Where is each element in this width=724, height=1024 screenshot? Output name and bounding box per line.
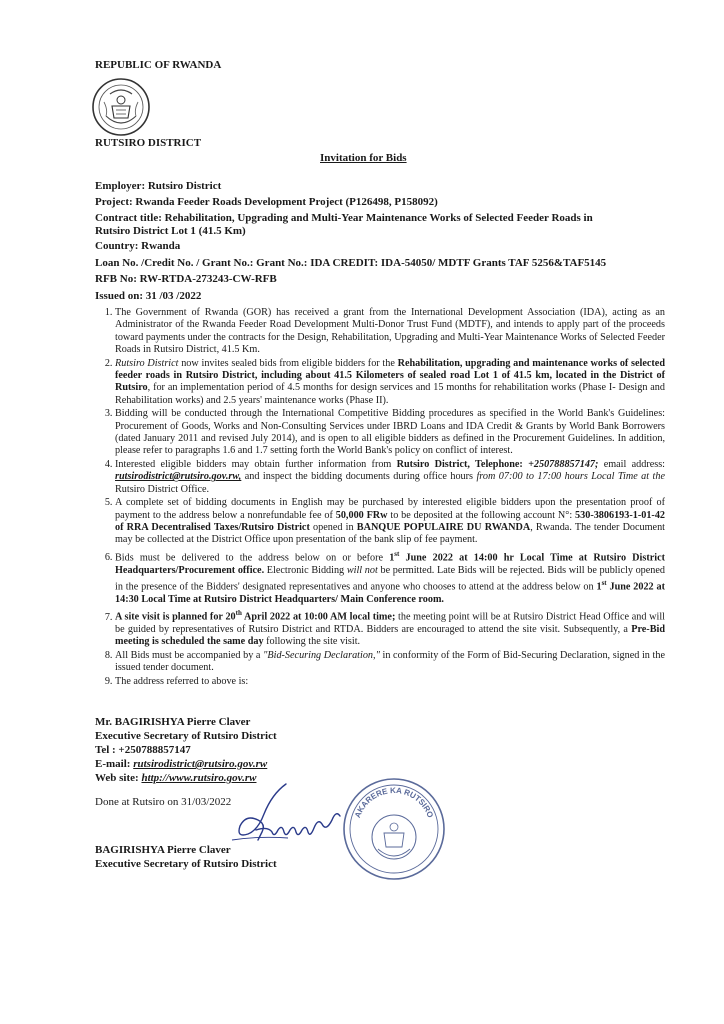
district-stamp [340,775,448,883]
paragraph-7-text-b: following the site visit. [263,636,361,648]
paragraph-6-text-a: Bids must be delivered to the address below on or before [115,552,390,564]
paragraph-6 [115,548,665,606]
paragraph-9-text: The address referred to above is: [115,675,249,687]
contact-phone: Tel : +250788857147 [95,744,191,756]
loan-line: Loan No. /Credit No. / Grant No.: Grant No.: IDA CREDIT: IDA-54050/ MDTF Grants TAF 5256&TAF5145 [95,257,607,269]
paragraph-2-text-a: now invites sealed bids from eligible bidders for the [178,357,398,369]
contact-website-label: Web site: [95,772,142,784]
paragraph-7-prebid: Pre-Bid meeting is scheduled the same day [115,623,665,648]
paragraph-4-hours: from 07:00 to 17:00 hours Local Time at the [476,471,665,483]
paragraph-5-bank: BANQUE POPULAIRE DU RWANDA [356,521,531,533]
paragraph-5-text-b: to be deposited at the following account N°: [387,509,576,521]
contact-position: Executive Secretary of Rutsiro District [95,730,277,742]
paragraph-4-text-a: Interested eligible bidders may obtain further information from [115,458,397,470]
stamp-text: AKARERE KA RUTSIRO [352,785,436,820]
paragraph-5-text-d: , Rwanda. The tender Document may be collected at the District Office upon presentation of the bank slip of fee payment. [115,521,666,546]
paragraph-6-deadline-suffix: st [394,549,400,558]
employer-line: Employer: Rutsiro District [95,180,222,192]
paragraph-4-phone-label: , Telephone: [467,458,529,470]
paragraph-5-text-a: A complete set of bidding documents in English may be purchased by interested eligible bidders upon the presentation proof of payment to the address below a nonrefundable fee of [115,497,665,521]
paragraph-4-district: Rutsiro District [396,458,468,470]
paragraph-7-site-visit-suffix: th [235,609,242,618]
paragraph-9 [115,676,665,688]
paragraph-4-phone: +250788857147; [528,458,599,470]
paragraph-8-text-a: All Bids must be accompanied by a [115,649,264,661]
paragraph-4-email-link[interactable]: rutsirodistrict@rutsiro.gov.rw, [115,471,242,483]
contract-title-line-1: Contract title: Rehabilitation, Upgrading and Multi-Year Maintenance Works of Selected Feeder Roads in [95,212,593,224]
paragraph-1 [115,307,665,357]
paragraph-4-text-c: Rutsiro District Office. [115,483,210,495]
contact-email-row [95,758,267,771]
contract-title-line-2: Rutsiro District Lot 1 (41.5 Km) [95,225,246,237]
paragraph-6-opening-suffix: st [601,578,607,587]
document-title: Invitation for Bids [320,152,407,164]
paragraph-5-text-c: opened in [309,521,357,533]
republic-heading: REPUBLIC OF RWANDA [95,59,222,71]
paragraph-5-account: 530-3806193-1-01-42 of RRA Decentralised Taxes/Rutsiro District [115,509,666,533]
issued-line: Issued on: 31 /03 /2022 [95,290,202,302]
paragraph-7 [115,607,665,649]
rfb-line: RFB No: RW-RTDA-273243-CW-RFB [95,273,277,285]
contact-website-link[interactable]: http://www.rutsiro.gov.rw [141,772,257,784]
paragraph-6-opening-day: 1 [596,581,602,593]
paragraph-3 [115,408,665,458]
paragraph-6-will-not: will not [346,564,378,576]
contact-email-link[interactable]: rutsirodistrict@rutsiro.gov.rw [133,758,268,770]
paragraph-8 [115,650,665,675]
contact-email-label: E-mail: [95,758,134,770]
coat-of-arms-emblem [90,76,152,138]
paragraph-8-text-b: in conformity of the Form of Bid-Securing Declaration, signed in the issued tender document. [115,649,665,674]
paragraph-6-deadline: June 2022 at 14:00 hr Local Time at Rutsiro District Headquarters/Procurement office. [115,552,665,576]
project-line: Project: Rwanda Feeder Roads Development Project (P126498, P158092) [95,196,438,208]
district-heading: RUTSIRO DISTRICT [95,137,202,149]
paragraph-6-text-b: Electronic Bidding [264,564,347,576]
bid-paragraph-list [95,307,665,688]
paragraph-4-text-b: and inspect the bidding documents during office hours [241,471,477,483]
signer-name: BAGIRISHYA Pierre Claver [95,844,231,856]
paragraph-6-deadline-day: 1 [389,552,395,564]
paragraph-7-site-visit-time: April 2022 at 10:00 AM local time; [241,611,396,623]
paragraph-2-scope: Rehabilitation, upgrading and maintenance works of selected feeder roads in Rutsiro District, including about 41.5 Kilometers of sealed road Lot 1 of 41.5 km, located in the District of Rutsiro [115,357,665,394]
paragraph-3-text: Bidding will be conducted through the International Competitive Bidding procedures as specified in the World Bank's Guidelines: Procurement of Goods, Works and Non-Consulting Services under IBRD Loans and IDA Credit & Grants by World Bank Borrowers (dated January 2011 and revised July 2014), and is open to all eligible bidders as defined in the Procurement Guidelines. In addition, please refer to paragraphs 1.6 and 1.7 setting forth the World Bank's policy on conflict of interest. [115,408,665,457]
paragraph-2-employer: Rutsiro District [115,357,179,369]
paragraph-7-site-visit: A site visit is planned for 20 [115,611,236,623]
handwritten-signature [228,780,346,850]
paragraph-6-text-c: be permitted. Late Bids will be rejected. Bids will be publicly opened in the presence of the Bidders' designated representatives and anyone who chooses to attend at the address below on [115,564,665,593]
paragraph-7-text-a: the meeting point will be at Rutsiro District Head Office and will be guided by representatives of Rutsiro District and RTDA. Bidders are encouraged to attend the site visit. Subsequently, a [115,611,666,635]
done-at-line: Done at Rutsiro on 31/03/2022 [95,796,232,808]
paragraph-5 [115,497,665,547]
paragraph-2-text-b: , for an implementation period of 4.5 months for design services and 15 months for rehabilitation works (Phase I- Design and Rehabilitation works) and 2.5 years' maintenance works (Phase II). [115,382,665,406]
paragraph-4 [115,459,665,496]
paragraph-1-text: The Government of Rwanda (GOR) has received a grant from the International Development Association (IDA), acting as an Administrator of the Rwanda Feeder Road Development Multi-Donor Trust Fund (MDTF), and intends to apply part of the proceeds toward payments under the contracts for the Design, Rehabilitation, Upgrading and Multi-Year Maintenance Works of Selected Feeder Roads in Rutsiro District, 41.5 Km. [115,307,665,356]
contact-name: Mr. BAGIRISHYA Pierre Claver [95,716,251,728]
paragraph-8-declaration: "Bid-Securing Declaration," [263,649,380,661]
paragraph-4-email-label: email address: [598,458,666,470]
country-line: Country: Rwanda [95,240,181,252]
svg-text:AKARERE KA RUTSIRO [353,786,435,819]
paragraph-6-opening: June 2022 at 14:30 Local Time at Rutsiro District Headquarters/ Main Conference room. [115,581,665,605]
paragraph-2 [115,358,665,408]
signer-title: Executive Secretary of Rutsiro District [95,858,277,870]
paragraph-5-fee: 50,000 FRw [335,509,388,521]
